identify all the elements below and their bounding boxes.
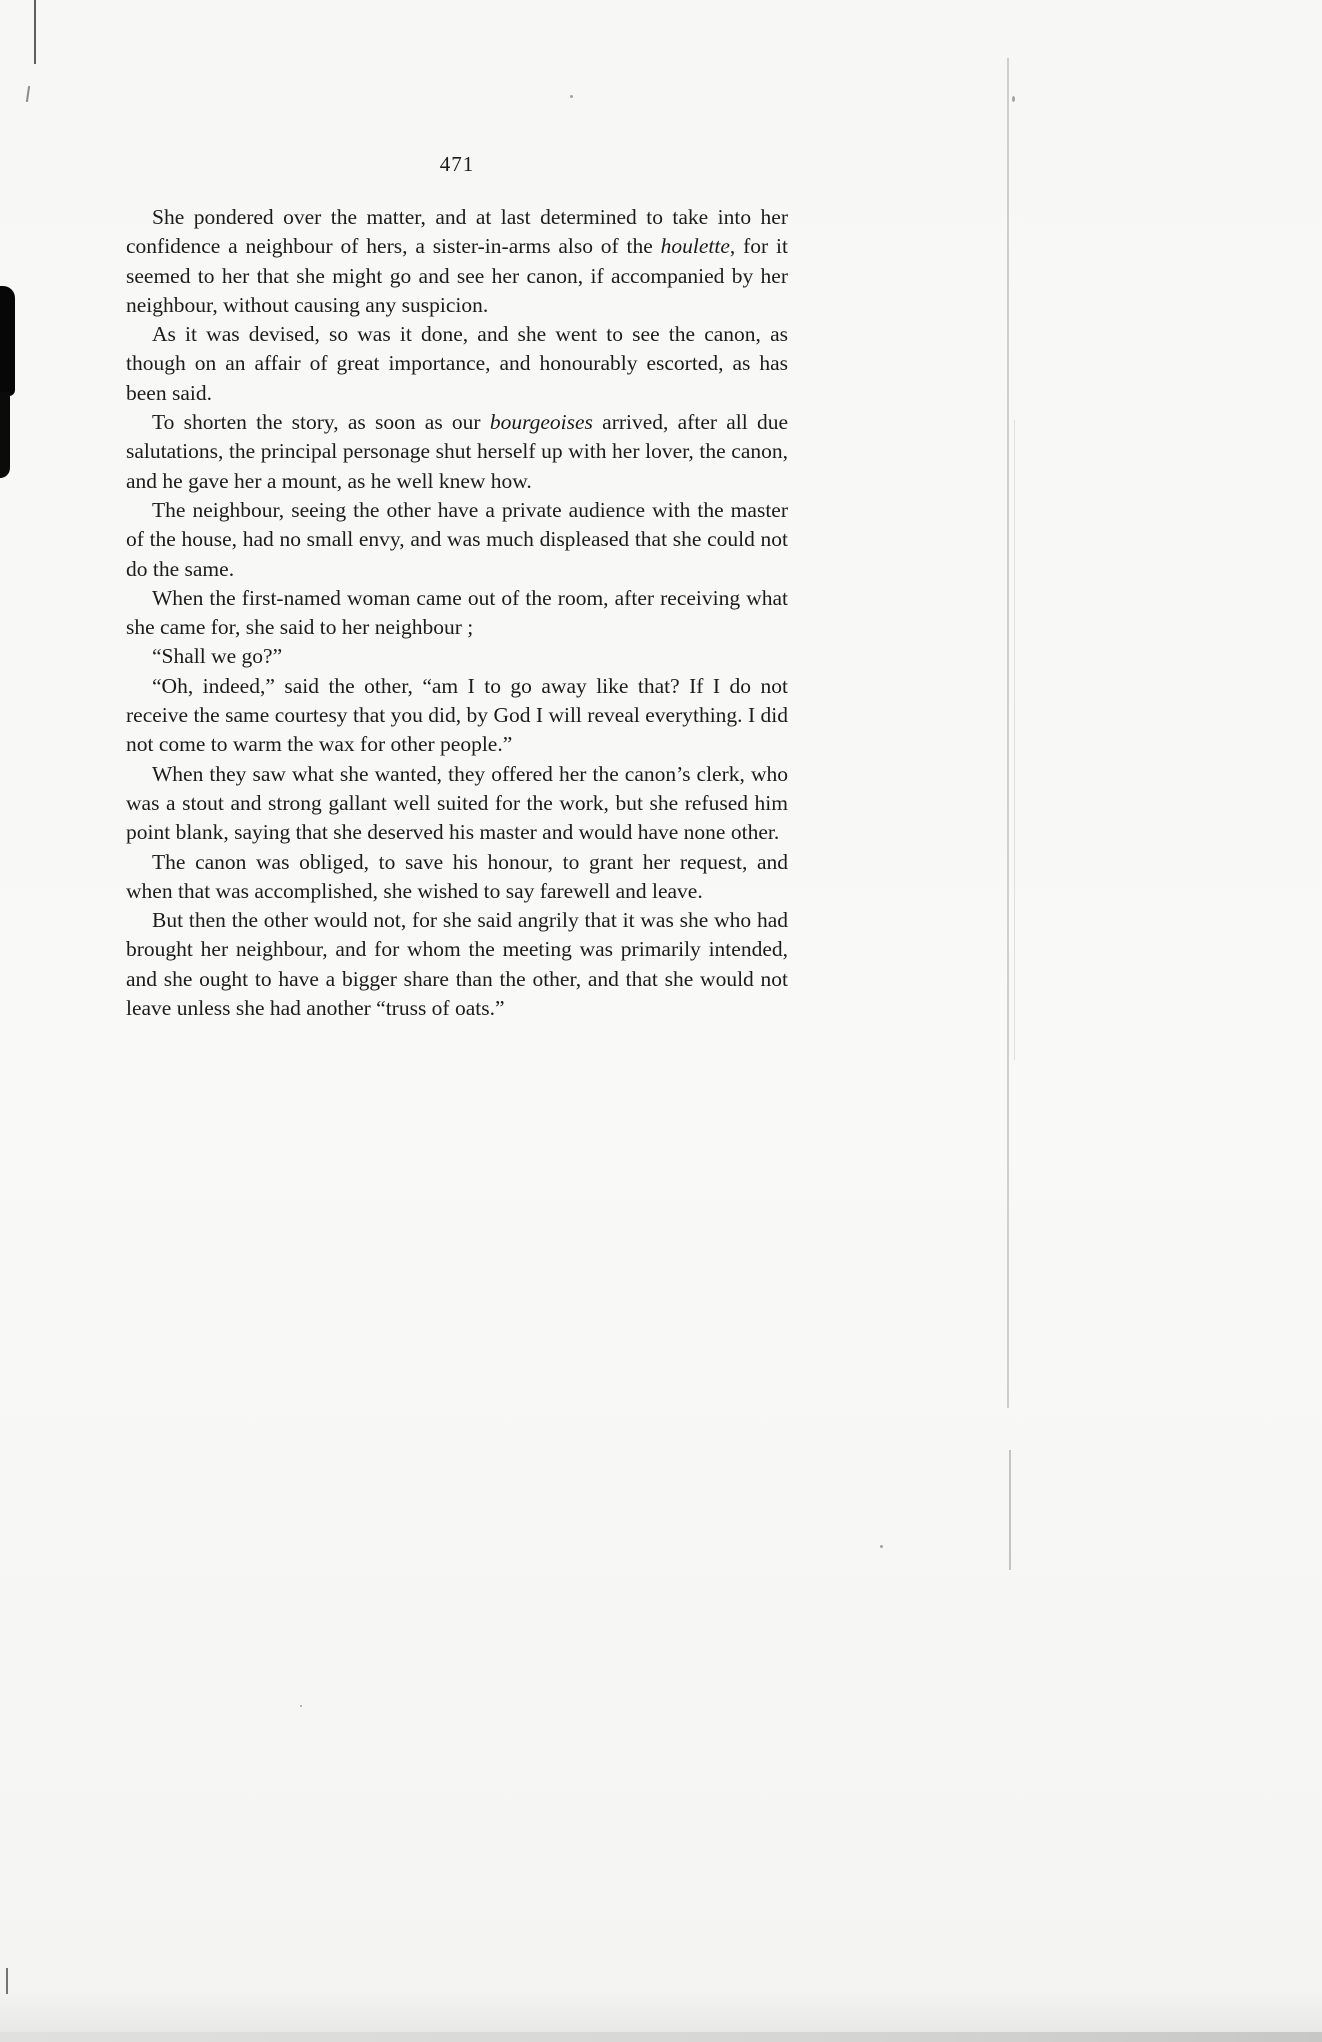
text-run: To shorten the story, as soon as our xyxy=(152,410,490,435)
text-run: As it was devised, so was it done, and she went to see the canon, as though on an affair of great importance, and honourably escorted, as has been said. xyxy=(126,322,788,405)
text-run: When they saw what she wanted, they offered her the canon’s clerk, who was a stout and strong gallant well suited for the work, but she refused him point blank, saying that she deserved his master and would have none other. xyxy=(126,761,788,845)
text-run: arrived, after all due salutations, the principal personage shut herself up with her lover, the canon, and he gave her a mount, as he well knew how. xyxy=(126,410,788,493)
scan-artifact-bottom-shade xyxy=(0,1988,1322,2032)
scan-artifact-speck xyxy=(570,95,573,98)
scan-artifact-speck xyxy=(1012,96,1015,102)
text-run: houlette xyxy=(660,234,730,259)
scan-artifact-speck xyxy=(300,1705,302,1707)
scan-artifact-edge-line xyxy=(1007,58,1009,1408)
paragraph xyxy=(126,584,788,643)
text-run: She pondered over the matter, and at last determined to take into her confidence a neighbour of hers, a sister-in-arms also of the xyxy=(126,205,788,259)
scan-artifact-edge-line xyxy=(1014,420,1015,1060)
paragraph xyxy=(126,760,788,848)
page-text xyxy=(126,203,788,1023)
text-run: “Shall we go?” xyxy=(152,644,283,669)
paragraph xyxy=(126,320,788,408)
page-number: 471 xyxy=(439,152,475,176)
text-run: But then the other would not, for she said angrily that it was she who had brought her neighbour, and for whom the meeting was primarily intended, and she ought to have a bigger share than the other, and that she would not leave unless she had another “truss of oats.” xyxy=(126,908,788,1021)
paragraph xyxy=(126,906,788,1023)
scan-artifact-speck xyxy=(880,1545,883,1548)
paragraph xyxy=(126,203,788,320)
text-run: The neighbour, seeing the other have a private audience with the master of the house, had no small envy, and was much displeased that she could not do the same. xyxy=(126,497,788,581)
scan-artifact-tick xyxy=(26,86,30,102)
text-run: , for it seemed to her that she might go and see her canon, if accompanied by her neighbour, without causing any suspicion. xyxy=(126,234,788,317)
text-run: The canon was obliged, to save his honour, to grant her request, and when that was accomplished, she wished to say farewell and leave. xyxy=(126,849,788,903)
paragraph xyxy=(126,848,788,907)
paragraph xyxy=(126,672,788,760)
scan-artifact-ink-blob xyxy=(0,392,10,478)
text-run: When the first-named woman came out of the room, after receiving what she came for, she said to her neighbour ; xyxy=(126,585,788,640)
scan-artifact-bottom-edge xyxy=(0,2032,1322,2042)
text-run: bourgeoises xyxy=(489,410,593,435)
text-run: “Oh, indeed,” said the other, “am I to go away like that? If I do not receive the same courtesy that you did, by God I will reveal everything. I did not come to warm the wax for other people.” xyxy=(126,673,788,757)
scan-artifact-tick xyxy=(34,0,36,64)
paragraph xyxy=(126,496,788,584)
paragraph xyxy=(126,642,788,671)
scan-artifact-edge-line xyxy=(1009,1450,1011,1570)
paragraph xyxy=(126,408,788,496)
scan-artifact-ink-blob xyxy=(0,286,15,396)
